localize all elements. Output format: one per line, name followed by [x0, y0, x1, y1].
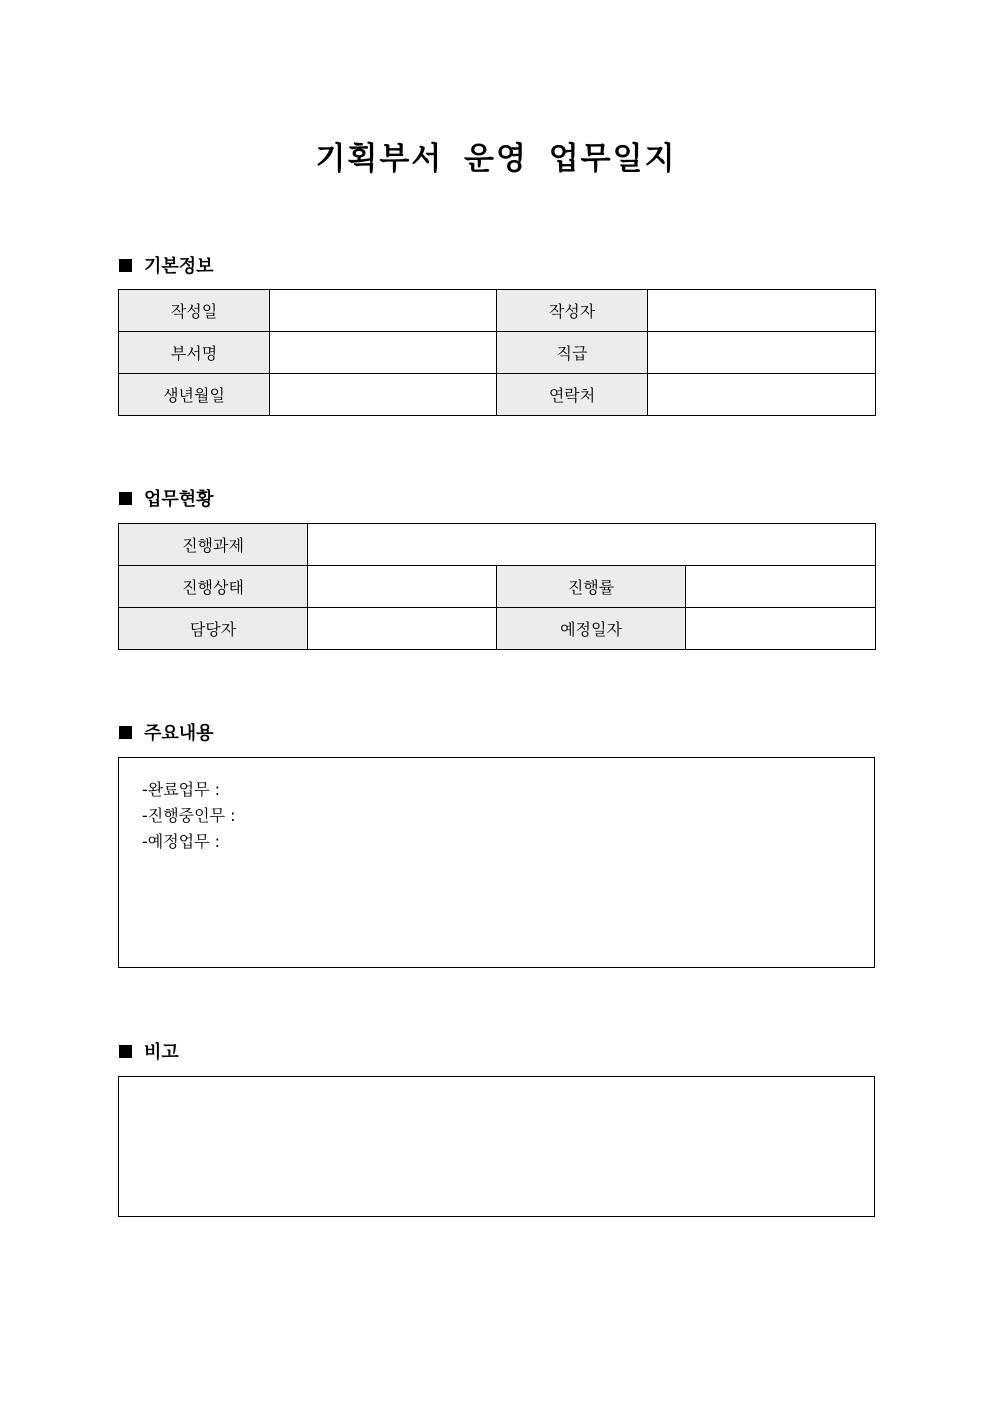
- author-field[interactable]: [648, 290, 876, 332]
- table-row: [119, 524, 876, 566]
- square-bullet-icon: [119, 726, 132, 739]
- author-date-label: 작성일: [119, 290, 270, 332]
- birth-date-label: 생년월일: [119, 374, 270, 416]
- birth-date-field[interactable]: [270, 374, 497, 416]
- status-label: 진행상태: [119, 566, 308, 608]
- table-row: [119, 290, 876, 332]
- section-heading-label: 비고: [144, 1042, 179, 1063]
- table-row: [119, 332, 876, 374]
- section-heading-work-status: [119, 486, 214, 510]
- basic-info-table: [118, 289, 876, 416]
- section-heading-label: 주요내용: [144, 723, 214, 744]
- square-bullet-icon: [119, 492, 132, 505]
- contact-field[interactable]: [648, 374, 876, 416]
- assignee-field[interactable]: [308, 608, 497, 650]
- table-row: [119, 608, 876, 650]
- author-label: 작성자: [497, 290, 648, 332]
- section-heading-main-content: [119, 720, 214, 744]
- department-field[interactable]: [270, 332, 497, 374]
- task-label: 진행과제: [119, 524, 308, 566]
- table-row: [119, 374, 876, 416]
- position-field[interactable]: [648, 332, 876, 374]
- completed-work-line: -완료업무 :: [142, 780, 221, 799]
- progress-label: 진행률: [497, 566, 686, 608]
- document-title: 기획부서 운영 업무일지: [315, 141, 677, 177]
- work-status-table: [118, 523, 876, 650]
- section-heading-label: 업무현황: [144, 489, 214, 510]
- planned-work-line: -예정업무 :: [142, 832, 221, 851]
- status-field[interactable]: [308, 566, 497, 608]
- section-heading-label: 기본정보: [144, 256, 214, 277]
- table-row: [119, 566, 876, 608]
- progress-field[interactable]: [686, 566, 876, 608]
- author-date-field[interactable]: [270, 290, 497, 332]
- square-bullet-icon: [119, 259, 132, 272]
- assignee-label: 담당자: [119, 608, 308, 650]
- in-progress-work-line: -진행중인무 :: [142, 806, 236, 825]
- due-date-field[interactable]: [686, 608, 876, 650]
- position-label: 직급: [497, 332, 648, 374]
- main-content-box[interactable]: [118, 757, 875, 968]
- remarks-box[interactable]: [118, 1076, 875, 1217]
- square-bullet-icon: [119, 1045, 132, 1058]
- department-label: 부서명: [119, 332, 270, 374]
- due-date-label: 예정일자: [497, 608, 686, 650]
- task-field[interactable]: [308, 524, 876, 566]
- contact-label: 연락처: [497, 374, 648, 416]
- section-heading-remarks: [119, 1039, 179, 1063]
- section-heading-basic-info: [119, 253, 214, 277]
